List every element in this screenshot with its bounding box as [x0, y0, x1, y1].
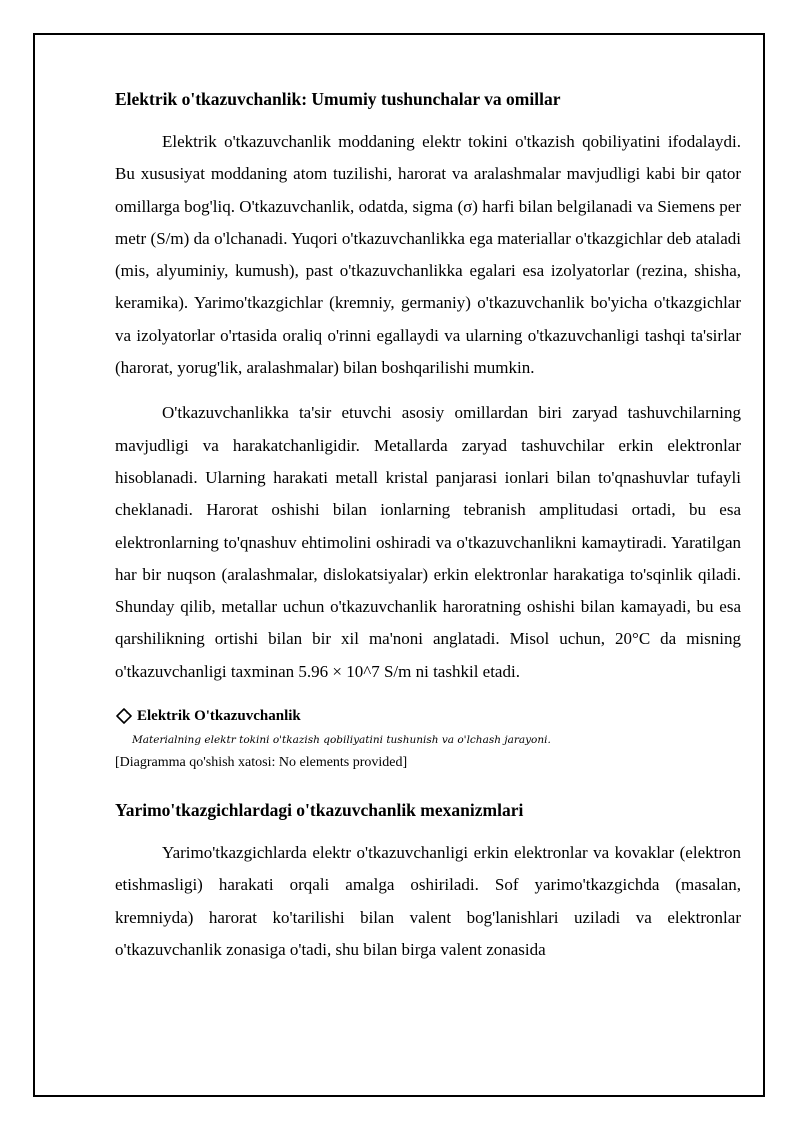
- diagram-error-message: [Diagramma qo'shish xatosi: No elements provided]: [115, 755, 408, 771]
- diagram-title: [115, 706, 741, 726]
- diagram-subtitle: Materialning elektr tokini o'tkazish qobiliyatini tushunish va o'lchash jarayoni.: [132, 734, 551, 747]
- diamond-icon: [115, 707, 133, 725]
- paragraph: O'tkazuvchanlikka ta'sir etuvchi asosiy omillardan biri zaryad tashuvchilarning mavjudligi va harakatchanligidir. Metallarda zaryad tashuvchilar erkin elektronlar hisoblanadi. Ularning harakati metall kristal panjarasi ionlari bilan to'qnashuvlar tufayli cheklanadi. Harorat oshishi bilan ionlarning tebranish amplitudasi ortadi, bu esa elektronlarning to'qnashuv ehtimolini oshiradi va o'tkazuvchanlikni kamaytiradi. Yaratilgan har bir nuqson (aralashmalar, dislokatsiyalar) erkin elektronlar harakatiga to'sqinlik qiladi. Shunday qilib, metallar uchun o'tkazuvchanlik haroratning oshishi bilan kamayadi, bu esa qarshilikning ortishi bilan bir xil ma'noni anglatadi. Misol uchun, 20°C da misning o'tkazuvchanligi taxminan 5.96 × 10^7 S/m ni tashkil etadi.: [115, 403, 741, 681]
- diagram-title-text: Elektrik O'tkazuvchanlik: [137, 708, 301, 725]
- paragraph: Elektrik o'tkazuvchanlik moddaning elektr tokini o'tkazish qobiliyatini ifodalaydi. Bu xususiyat moddaning atom tuzilishi, harorat va aralashmalar mavjudligi kabi bir qator omillarga bog'liq. O'tkazuvchanlik, odatda, sigma (σ) harfi bilan belgilanadi va Siemens per metr (S/m) da o'lchanadi. Yuqori o'tkazuvchanlikka ega materiallar o'tkazgichlar deb ataladi (mis, alyuminiy, kumush), past o'tkazuvchanlikka egalari esa izolyatorlar (rezina, shisha, keramika). Yarimo'tkazgichlar (kremniy, germaniy) o'tkazuvchanlik bo'yicha o'tkazgichlar va izolyatorlar o'rtasida oraliq o'rinni egallaydi va ularning o'tkazuvchanligi tashqi ta'sirlar (harorat, yorug'lik, aralashmalar) bilan boshqarilishi mumkin.: [115, 132, 741, 378]
- document-content: [115, 86, 741, 966]
- section-heading-conductivity: Elektrik o'tkazuvchanlik: Umumiy tushunchalar va omillar: [115, 89, 561, 109]
- section-heading-semiconductors: Yarimo'tkazgichlardagi o'tkazuvchanlik mexanizmlari: [115, 800, 524, 821]
- paragraph: Yarimo'tkazgichlarda elektr o'tkazuvchanligi erkin elektronlar va kovaklar (elektron etishmasligi) harakati orqali amalga oshiriladi. Sof yarimo'tkazgichda (masalan, kremniyda) harorat ko'tarilishi bilan valent bog'lanishlari uziladi va elektronlar o'tkazuvchanlik zonasiga o'tadi, shu bilan birga valent zonasida: [115, 843, 741, 959]
- diagram-block: [115, 706, 741, 773]
